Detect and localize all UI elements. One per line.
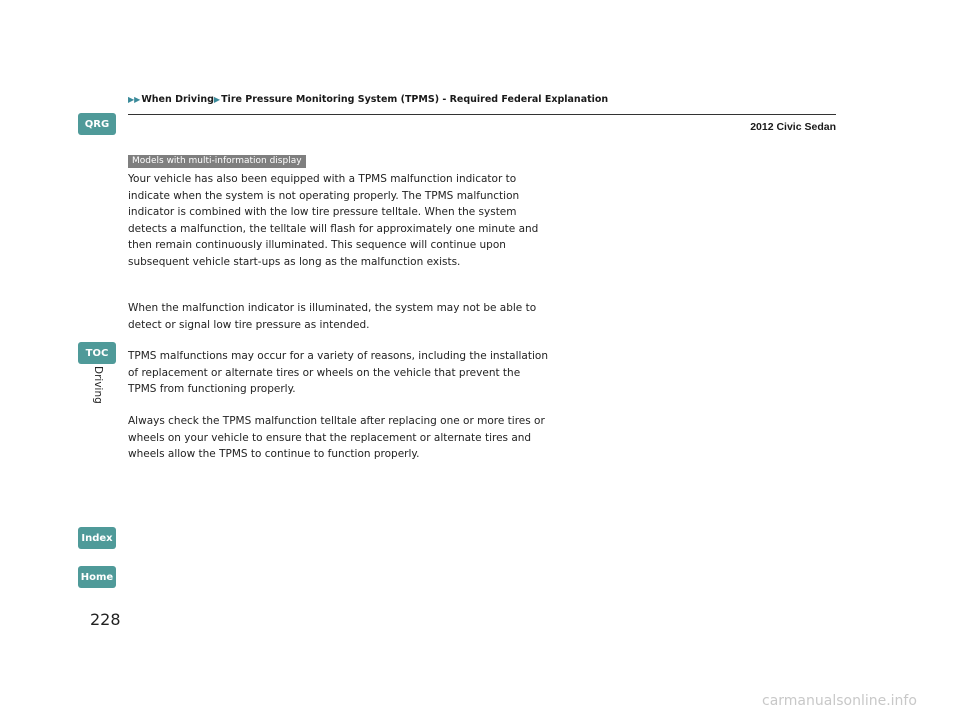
breadcrumb-current: Tire Pressure Monitoring System (TPMS) - Required Federal Explanation bbox=[221, 94, 609, 105]
toc-button[interactable]: TOC bbox=[78, 342, 116, 364]
home-button[interactable]: Home bbox=[78, 566, 116, 588]
paragraph-check-telltale: Always check the TPMS malfunction telltale after replacing one or more tires or wheels on your vehicle to ensure that the replacement or alternate tires and wheels allow the TPMS to continue to function properly. bbox=[128, 415, 545, 460]
breadcrumb-link-when-driving[interactable]: When Driving bbox=[141, 94, 214, 105]
index-button[interactable]: Index bbox=[78, 527, 116, 549]
breadcrumb bbox=[128, 93, 608, 107]
watermark: carmanualsonline.info bbox=[762, 693, 917, 709]
qrg-button[interactable]: QRG bbox=[78, 113, 116, 135]
paragraph-malfunction-indicator: Your vehicle has also been equipped with a TPMS malfunction indicator to indicate when the system is not operating properly. The TPMS malfunction indicator is combined with the low tire pressure telltale. When the system detects a malfunction, the telltale will flash for approximately one minute and then remain continuously illuminated. This sequence will continue upon subsequent vehicle start-ups as long as the malfunction exists. bbox=[128, 173, 539, 268]
paragraph-malfunction-causes: TPMS malfunctions may occur for a variety of reasons, including the installation of replacement or alternate tires or wheels on the vehicle that prevent the TPMS from functioning properly. bbox=[128, 350, 548, 395]
model-title: 2012 Civic Sedan bbox=[750, 121, 836, 133]
arrow-right-icon: ▶ bbox=[213, 95, 221, 104]
arrow-right-icon: ▶▶ bbox=[128, 95, 141, 104]
header-divider bbox=[128, 114, 836, 115]
page-number: 228 bbox=[90, 610, 121, 629]
section-label: Driving bbox=[92, 366, 104, 404]
model-applicability-tag: Models with multi-information display bbox=[128, 155, 306, 168]
paragraph-indicator-illuminated: When the malfunction indicator is illuminated, the system may not be able to detect or signal low tire pressure as intended. bbox=[128, 302, 537, 331]
